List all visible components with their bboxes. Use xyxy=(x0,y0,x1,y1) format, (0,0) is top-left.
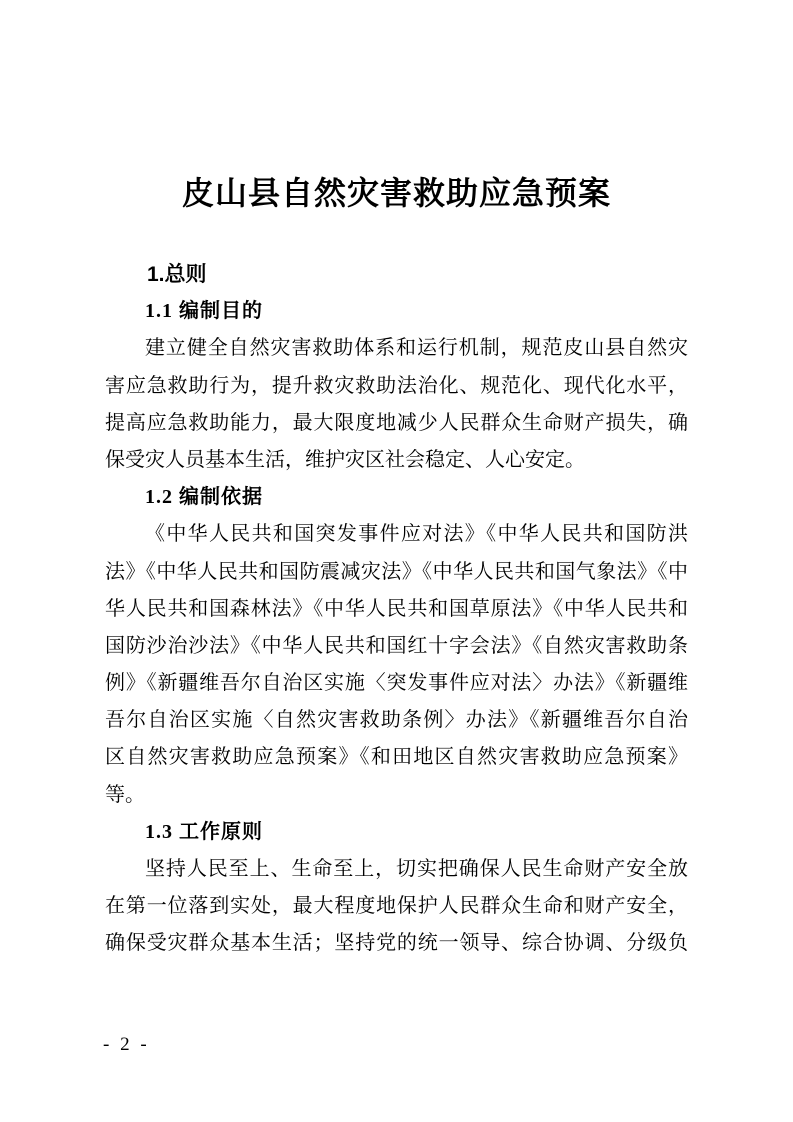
paragraph-line: 例》《新疆维吾尔自治区实施〈突发事件应对法〉办法》《新疆维 xyxy=(105,672,688,695)
paragraph-line: 害应急救助行为，提升救灾救助法治化、规范化、现代化水平， xyxy=(105,374,688,397)
document-title: 皮山县自然灾害救助应急预案 xyxy=(181,175,611,211)
paragraph-line: 国防沙治沙法》《中华人民共和国红十字会法》《自然灾害救助条 xyxy=(105,634,688,657)
paragraph-line: 建立健全自然灾害救助体系和运行机制，规范皮山县自然灾 xyxy=(145,337,688,360)
paragraph-line: 确保受灾群众基本生活；坚持党的统一领导、综合协调、分级负 xyxy=(105,932,688,955)
paragraph-line: 保受灾人员基本生活，维护灾区社会稳定、人心安定。 xyxy=(105,448,585,471)
paragraph-line: 法》《中华人民共和国防震减灾法》《中华人民共和国气象法》《中 xyxy=(105,560,688,583)
subsection-heading: 1.3 工作原则 xyxy=(145,820,263,843)
paragraph-line: 等。 xyxy=(105,783,145,806)
paragraph-line: 区自然灾害救助应急预案》《和田地区自然灾害救助应急预案》 xyxy=(105,746,688,769)
section-heading: 1.总则 xyxy=(147,263,207,286)
subsection-heading: 1.1 编制目的 xyxy=(145,300,263,323)
paragraph-line: 提高应急救助能力，最大限度地减少人民群众生命财产损失，确 xyxy=(105,411,688,434)
paragraph-line: 华人民共和国森林法》《中华人民共和国草原法》《中华人民共和 xyxy=(105,597,688,620)
paragraph-line: 《中华人民共和国突发事件应对法》《中华人民共和国防洪 xyxy=(145,523,688,546)
document-body xyxy=(105,256,688,963)
paragraph-line: 坚持人民至上、生命至上，切实把确保人民生命财产安全放 xyxy=(145,858,688,880)
paragraph-line: 吾尔自治区实施〈自然灾害救助条例〉办法》《新疆维吾尔自治 xyxy=(105,709,688,732)
page-number: - 2 - xyxy=(103,1034,150,1055)
subsection-heading: 1.2 编制依据 xyxy=(145,486,263,509)
paragraph-line: 在第一位落到实处，最大程度地保护人民群众生命和财产安全， xyxy=(105,895,688,918)
